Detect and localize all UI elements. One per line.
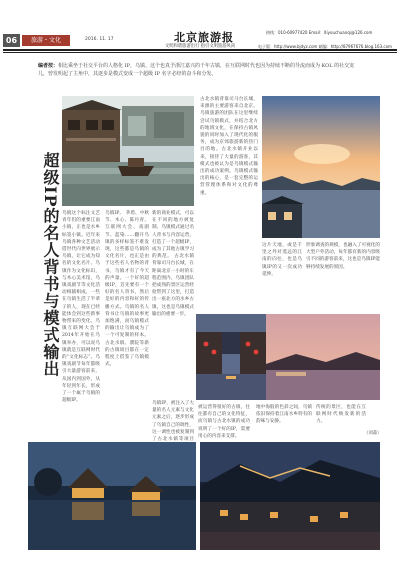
night-temple-reflection-photo [28, 442, 196, 550]
header-rule [3, 49, 397, 51]
night-great-wall-town-photo [200, 442, 380, 550]
body-column-4: 古北水镇背靠司马台长城，来源的主要游客来自北京。乌镇旅游的团队在这里继续尝试乌镇模式，并结合北方的地域文化，在保持古镇风貌的同时加入了现代化的服务，成为京郊旅游新的热门目的地。古北水镇开业以来，接待了大量的游客，其模式也被认为是乌镇模式输出的成功案例。乌镇模式输出的核心，是一套完整的运营管理体系和对文化的尊重。 [200, 97, 258, 196]
canal-lanterns-night-photo [196, 314, 266, 400]
body-column-3: 新的商业模式，可以在不同的地方被复制。乌镇模式通过名人背书与内容运营，打造了一个超级IP，成为了其他古镇学习的典范。 古北水镇背靠司马台长城，在距离北京一小时的车程范围内，乌镇团队把成熟的景区运营经验带到了这里，打造出一座北方的水乡古镇，这也是乌镇模式输出的重要一步。 [152, 211, 194, 317]
body-column-bottom-a: 乌镇IP，被注入了大量的名人元素与文化元素之后，逐步形成了乌镇自己的调性，这一调性也被复制到了古北水镇等项目 [152, 401, 194, 443]
article-headline: 超级IP的名人背书与模式输出 [41, 152, 60, 378]
paper-slogan: 文明和谐旅游出行 指引文明旅游风尚 [165, 44, 236, 49]
editor-note [38, 62, 363, 78]
editor-note-text: 相比乘坐于社交平台的人格化 IP，乌镇、这个也真予浙江嘉兴的千年古镇，在互联网时代也因为持续不断的导流而成为 KOL 的社交宠儿，曾发明起了主角中，其逐步是模式变成一个超级 IP 名字必经的奋斗和分发。 [38, 63, 355, 77]
contact-line-1: 热线：010-60977420 Email：Xiyouchuanqi@126.com [266, 30, 373, 35]
paper-name: 北京旅游报 [174, 31, 234, 44]
sunset-lake-town-photo [262, 96, 380, 238]
masthead [0, 0, 400, 52]
body-column-bottom-c: 地中海般的色彩之间，乌镇依旧保持着江南水乡特有的韵味与安静。 [256, 405, 312, 425]
issue-date: 2016. 11. 17 [85, 37, 114, 42]
contact-line-2: 电子版：http://www.bjdyz.com 邮编：http://87967676.blog.163.com [258, 44, 392, 49]
water-town-boat-photo [62, 96, 194, 206]
body-column-bottom-d: 传统的景区，也能在互联网时代焕发新的活力。 [316, 405, 366, 425]
header-rule-thin [3, 52, 397, 53]
editor-note-label: 编者按： [38, 63, 59, 69]
sunset-rooftops-photo [266, 314, 380, 400]
body-column-bottom-b: 被运营得很好的古镇，往往都有自己的文化特征，而乌镇与古北水镇的成功说明了一个好的IP，需要用心的内容来支撑。 [198, 405, 250, 439]
body-column-6: 形象调查的规模，也融入了可视化的大型户外活动，每年都有新的内容吸引不同的游客前来，这也是乌镇IP能够持续发展的原因。 [306, 243, 380, 270]
body-column-2: 乌镇IP。 茅盾、中秋节、木心、陈丹青、互联网大会、戏剧节、蓝染……翻开乌镇的多样标签不难发现，这些都是乌镇的文化名片，也正是由于这些名人名物的背书，乌镇才有了今天的声量。一个好的超级IP，首先要有一个好的名人背书，然后是好的内容和好的传播方式。乌镇的名人背书让乌镇的故事更加饱满，而乌镇模式的输出让乌镇成为了一个可复制的样本。古北水镇、濮院等新的古镇项目都在一定程度上借鉴了乌镇模式。 [105, 211, 149, 368]
section-tag: 旅游・文化 [22, 35, 70, 46]
page-number-badge: 06 [3, 34, 20, 47]
author-byline: （刘淼） [364, 431, 382, 436]
body-column-1: 乌镇这个标注文艺青年们的重要江南小镇，正也是水乡标签小镇。近年来乌镇各种文艺活动借世代向世界展示乌镇，让它成为知名的文化名片。乌镇作为文化标识，与木心美术馆，乌镇戏剧节等文化活动相辅相成，一些在乌镇生活了半辈子的人，现在已经能体会到这些新事物带来的变化。乌镇互联网大会于2014年开始在乌镇举办，可以说乌镇就是互联网时代的“文化标志”。乌镇戏剧节每年都吸引大量游客前来，从国内到国外，从年轻到年长，形成了一个属于乌镇的超级IP。 [62, 211, 100, 404]
body-column-5: 这片天地，或是千里之外对遥远的江南的向往，也是乌镇IP的又一次成功延伸。 [262, 243, 302, 277]
